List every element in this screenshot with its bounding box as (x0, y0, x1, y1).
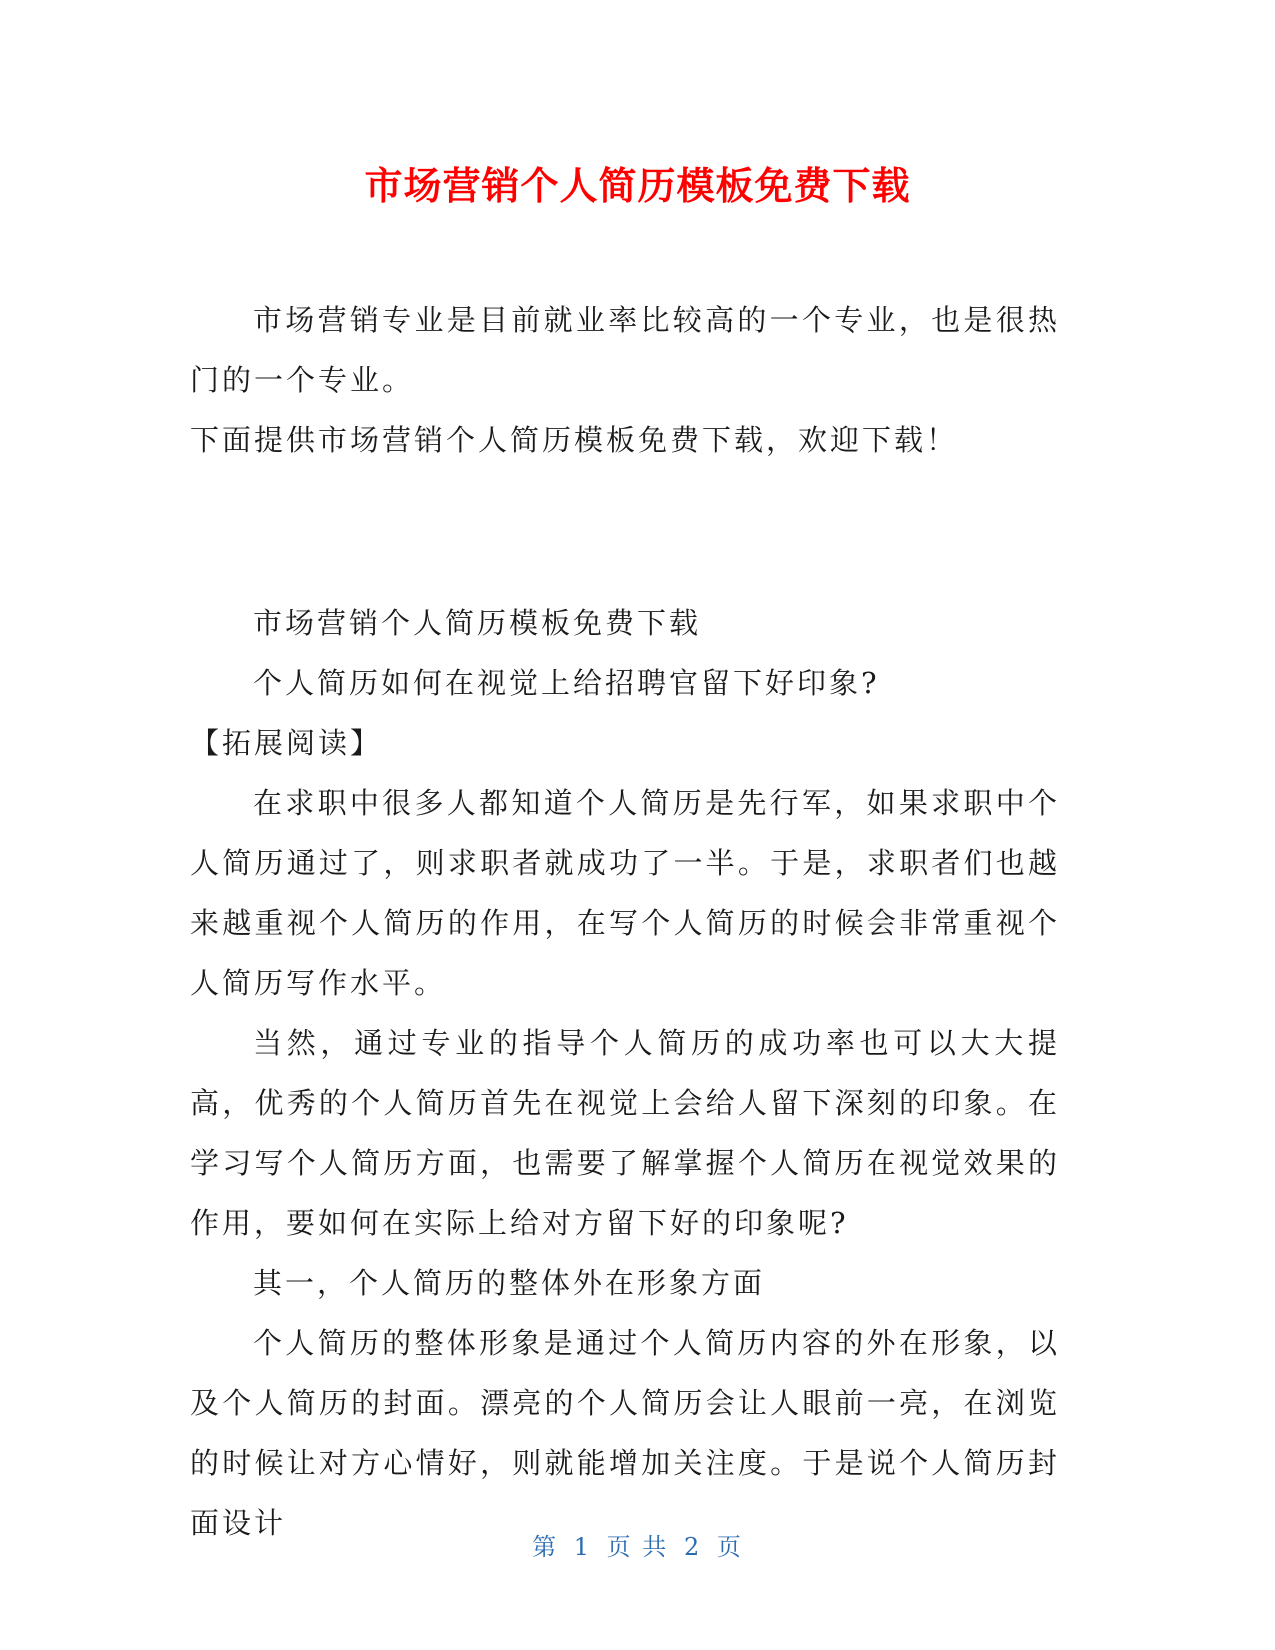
footer-prefix: 第 (532, 1533, 559, 1561)
footer-total-pages: 2 (683, 1533, 702, 1561)
footer-current-page: 1 (573, 1533, 592, 1561)
page-footer (0, 1532, 1275, 1562)
spacer (190, 470, 1060, 593)
body-paragraph-4: 个人简历的整体形象是通过个人简历内容的外在形象，以及个人简历的封面。漂亮的个人简历会让人眼前一亮，在浏览的时候让对方心情好，则就能增加关注度。于是说个人简历封面设计 (190, 1326, 1060, 1540)
footer-suffix: 页 (716, 1533, 743, 1561)
section-heading: 市场营销个人简历模板免费下载 (253, 606, 702, 640)
footer-mid: 页 共 (606, 1533, 669, 1561)
extended-reading-label: 【拓展阅读】 (190, 726, 383, 760)
body-paragraph-3: 其一，个人简历的整体外在形象方面 (253, 1266, 766, 1300)
body-paragraph-1: 在求职中很多人都知道个人简历是先行军，如果求职中个人简历通过了，则求职者就成功了一半。于是，求职者们也越来越重视个人简历的作用，在写个人简历的时候会非常重视个人简历写作水平。 (190, 786, 1060, 1000)
document-title: 市场营销个人简历模板免费下载 (364, 164, 911, 208)
intro-paragraph-2: 下面提供市场营销个人简历模板免费下载，欢迎下载！ (190, 423, 959, 457)
document-body (190, 290, 1060, 1553)
body-paragraph-2: 当然，通过专业的指导个人简历的成功率也可以大大提高，优秀的个人简历首先在视觉上会给人留下深刻的印象。在学习写个人简历方面，也需要了解掌握个人简历在视觉效果的作用，要如何在实际上给对方留下好的印象呢? (190, 1026, 1060, 1240)
intro-paragraph-1: 市场营销专业是目前就业率比较高的一个专业，也是很热门的一个专业。 (190, 303, 1060, 397)
question-line: 个人简历如何在视觉上给招聘官留下好印象? (253, 666, 880, 700)
